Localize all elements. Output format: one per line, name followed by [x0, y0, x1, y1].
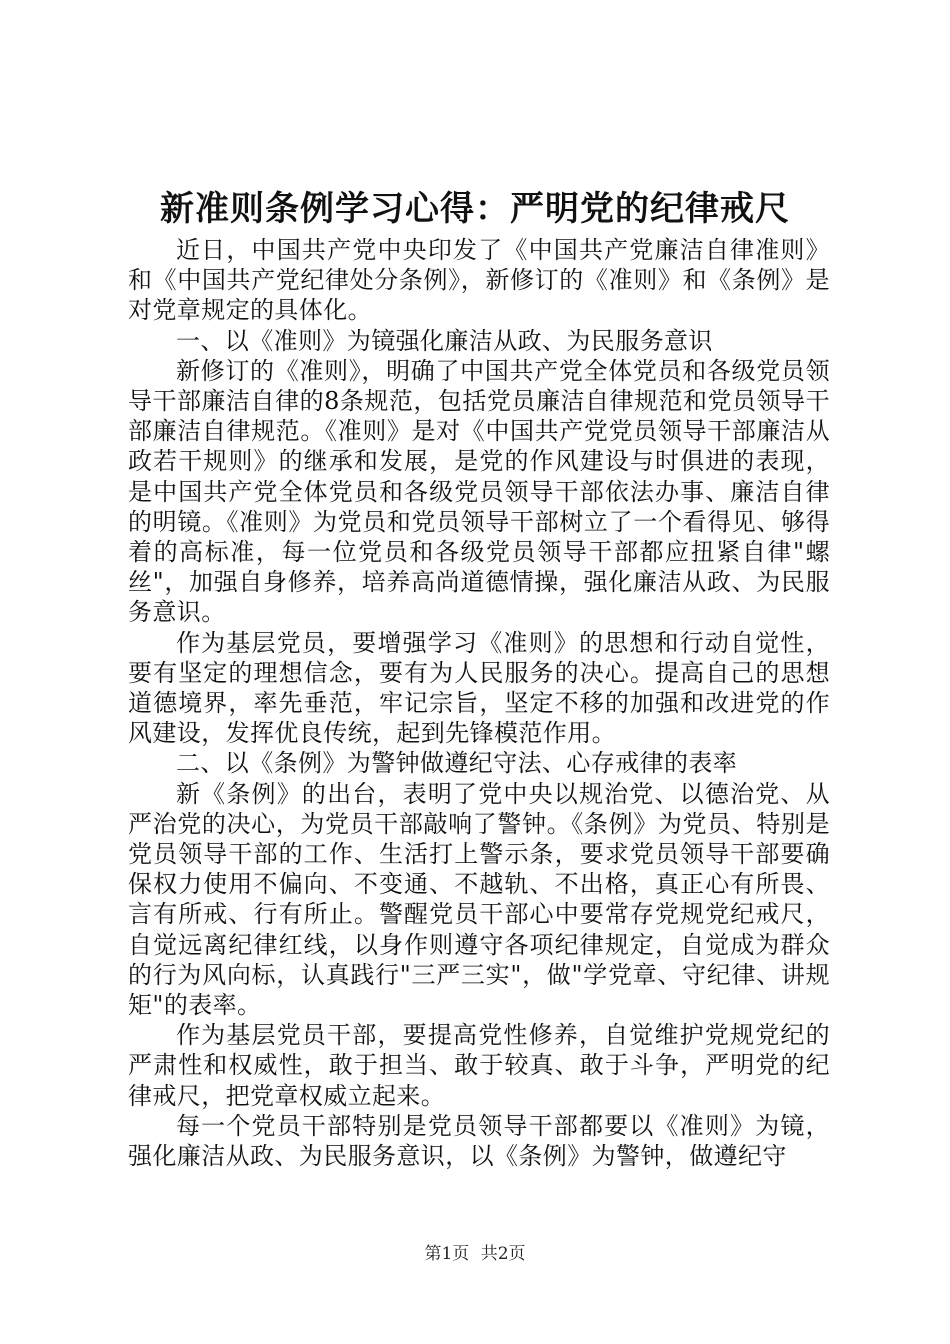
paragraph: 作为基层党员，要增强学习《准则》的思想和行动自觉性，要有坚定的理想信念，要有为人民服务的决心。提高自己的思想道德境界，率先垂范，牢记宗旨，坚定不移的加强和改进党的作风建设，发挥优良传统，起到先锋模范作用。	[128, 628, 830, 748]
page-footer	[0, 1243, 950, 1265]
paragraph: 近日，中国共产党中央印发了《中国共产党廉洁自律准则》和《中国共产党纪律处分条例》，新修订的《准则》和《条例》是对党章规定的具体化。	[128, 236, 830, 325]
document-body	[128, 235, 830, 1171]
document-title: 新准则条例学习心得：严明党的纪律戒尺	[160, 189, 790, 229]
paragraph: 新《条例》的出台，表明了党中央以规治党、以德治党、从严治党的决心，为党员干部敲响了警钟。《条例》为党员、特别是党员领导干部的工作、生活打上警示条，要求党员领导干部要确保权力使用不偏向、不变通、不越轨、不出格，真正心有所畏、言有所戒、行有所止。警醒党员干部心中要常存党规党纪戒尺，自觉远离纪律红线，以身作则遵守各项纪律规定，自觉成为群众的行为风向标，认真践行"三严三实"，做"学党章、守纪律、讲规矩"的表率。	[128, 779, 830, 1020]
paragraph: 新修订的《准则》，明确了中国共产党全体党员和各级党员领导干部廉洁自律的8条规范，包括党员廉洁自律规范和党员领导干部廉洁自律规范。《准则》是对《中国共产党党员领导干部廉洁从政若干规则》的继承和发展，是党的作风建设与时俱进的表现，是中国共产党全体党员和各级党员领导干部依法办事、廉洁自律的明镜。《准则》为党员和党员领导干部树立了一个看得见、够得着的高标准，每一位党员和各级党员领导干部都应扭紧自律"螺丝"，加强自身修养，培养高尚道德情操，强化廉洁从政、为民服务意识。	[128, 356, 830, 627]
section-heading: 二、以《条例》为警钟做遵纪守法、心存戒律的表率	[176, 749, 738, 778]
paragraph: 每一个党员干部特别是党员领导干部都要以《准则》为镜，强化廉洁从政、为民服务意识，以《条例》为警钟，做遵纪守	[128, 1111, 830, 1171]
paragraph: 作为基层党员干部，要提高党性修养，自觉维护党规党纪的严肃性和权威性，敢于担当、敢于较真、敢于斗争，严明党的纪律戒尺，把党章权威立起来。	[128, 1021, 830, 1110]
section-heading: 一、以《准则》为镜强化廉洁从政、为民服务意识	[176, 326, 713, 355]
page-number: 第1页	[424, 1244, 470, 1264]
page-total: 共2页	[480, 1244, 526, 1264]
